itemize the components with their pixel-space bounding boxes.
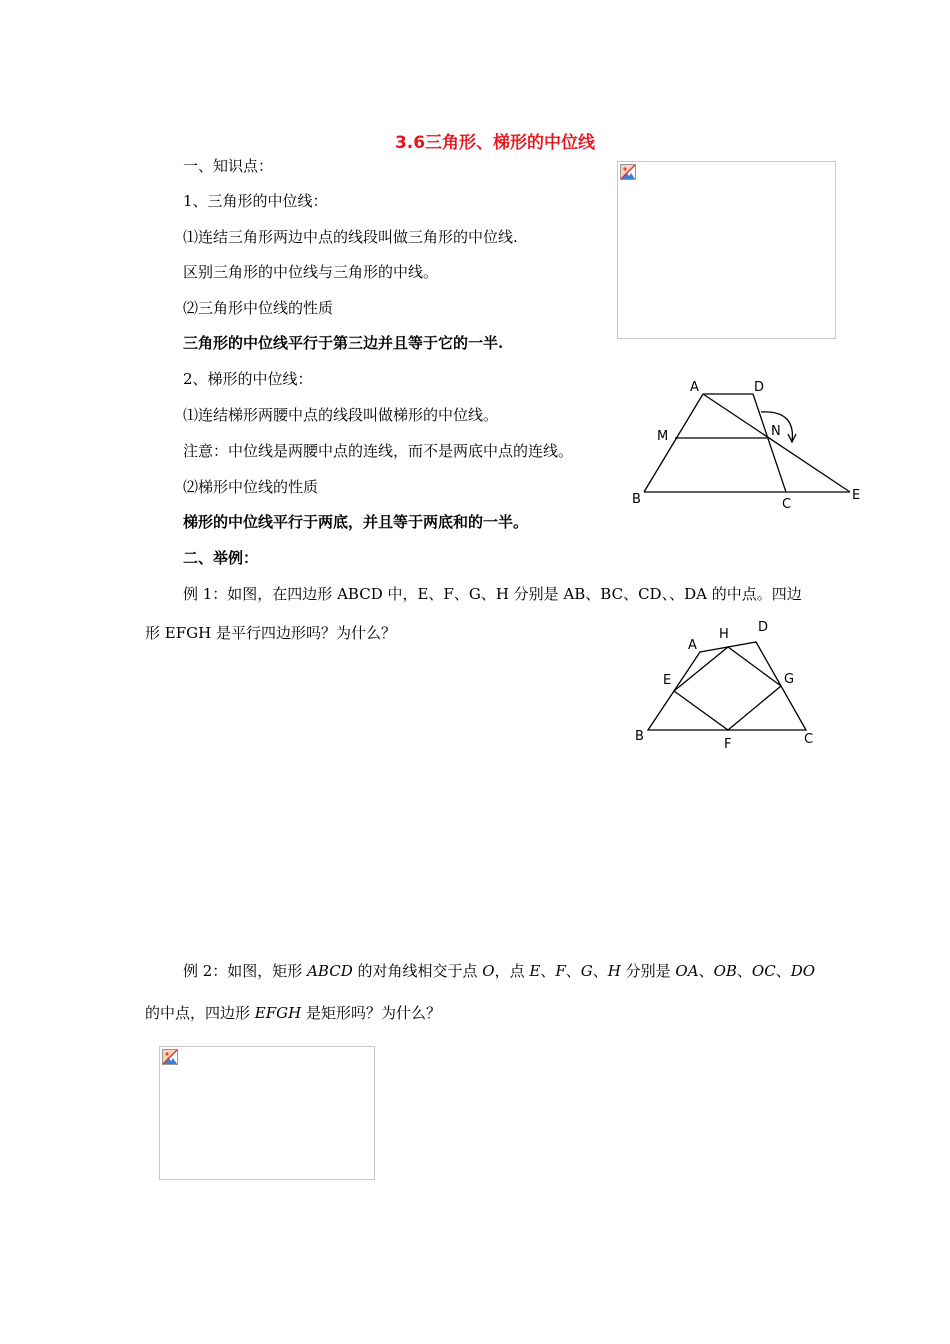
paragraph: ⑴连结三角形两边中点的线段叫做三角形的中位线. <box>183 228 518 246</box>
paragraph: ⑵梯形中位线的性质 <box>183 478 319 496</box>
paragraph: 注意：中位线是两腰中点的连线，而不是两底中点的连线。 <box>183 442 574 460</box>
line-ae <box>703 394 850 492</box>
leg-ab <box>644 394 703 492</box>
page-title: 3.6三角形、梯形的中位线 <box>394 133 596 153</box>
paragraph: 区别三角形的中位线与三角形的中线。 <box>183 263 439 281</box>
section2-heading: 二、举例： <box>183 549 259 567</box>
trapezoid-midline-figure <box>628 372 868 517</box>
broken-image-icon <box>620 164 636 180</box>
paragraph: ⑵三角形中位线的性质 <box>183 299 334 317</box>
example1-line2: 形 EFGH 是平行四边形吗？为什么？ <box>145 624 396 642</box>
label: G <box>784 672 795 687</box>
example2-line2: 的中点，四边形 EFGH 是矩形吗？为什么？ <box>145 1004 441 1022</box>
quad-abcd <box>648 642 806 730</box>
label: D <box>754 380 765 395</box>
example1-line1: 例 1：如图，在四边形 ABCD 中，E、F、G、H 分别是 AB、BC、CD、、DA 的中点。四边 <box>183 585 802 603</box>
label: B <box>635 729 644 744</box>
image-placeholder <box>159 1046 375 1180</box>
label: A <box>690 380 699 395</box>
paragraph: 2、梯形的中位线： <box>183 370 313 388</box>
quadrilateral-figure <box>628 612 828 754</box>
paragraph: 1、三角形的中位线： <box>183 192 328 210</box>
theorem-triangle: 三角形的中位线平行于第三边并且等于它的一半. <box>183 334 504 352</box>
quad-efgh <box>674 647 781 730</box>
label: E <box>852 488 861 503</box>
label: B <box>632 492 641 507</box>
section1-heading: 一、知识点： <box>183 157 274 175</box>
label: F <box>724 737 732 752</box>
paragraph: ⑴连结梯形两腰中点的线段叫做梯形的中位线。 <box>183 406 499 424</box>
label: E <box>663 673 672 688</box>
leg-dc <box>753 394 786 492</box>
label: N <box>771 424 781 439</box>
example2-line1: 例 2：如图，矩形 ABCD 的对角线相交于点 O，点 E、F、G、H 分别是 OA、OB、OC、DO <box>183 962 816 980</box>
label: D <box>758 620 769 635</box>
label: C <box>804 732 814 747</box>
image-placeholder <box>617 161 836 339</box>
theorem-trapezoid: 梯形的中位线平行于两底，并且等于两底和的一半。 <box>183 513 529 531</box>
broken-image-icon <box>162 1049 178 1065</box>
label: A <box>688 638 697 653</box>
label: M <box>657 429 669 444</box>
label: C <box>782 497 792 512</box>
label: H <box>719 627 729 642</box>
